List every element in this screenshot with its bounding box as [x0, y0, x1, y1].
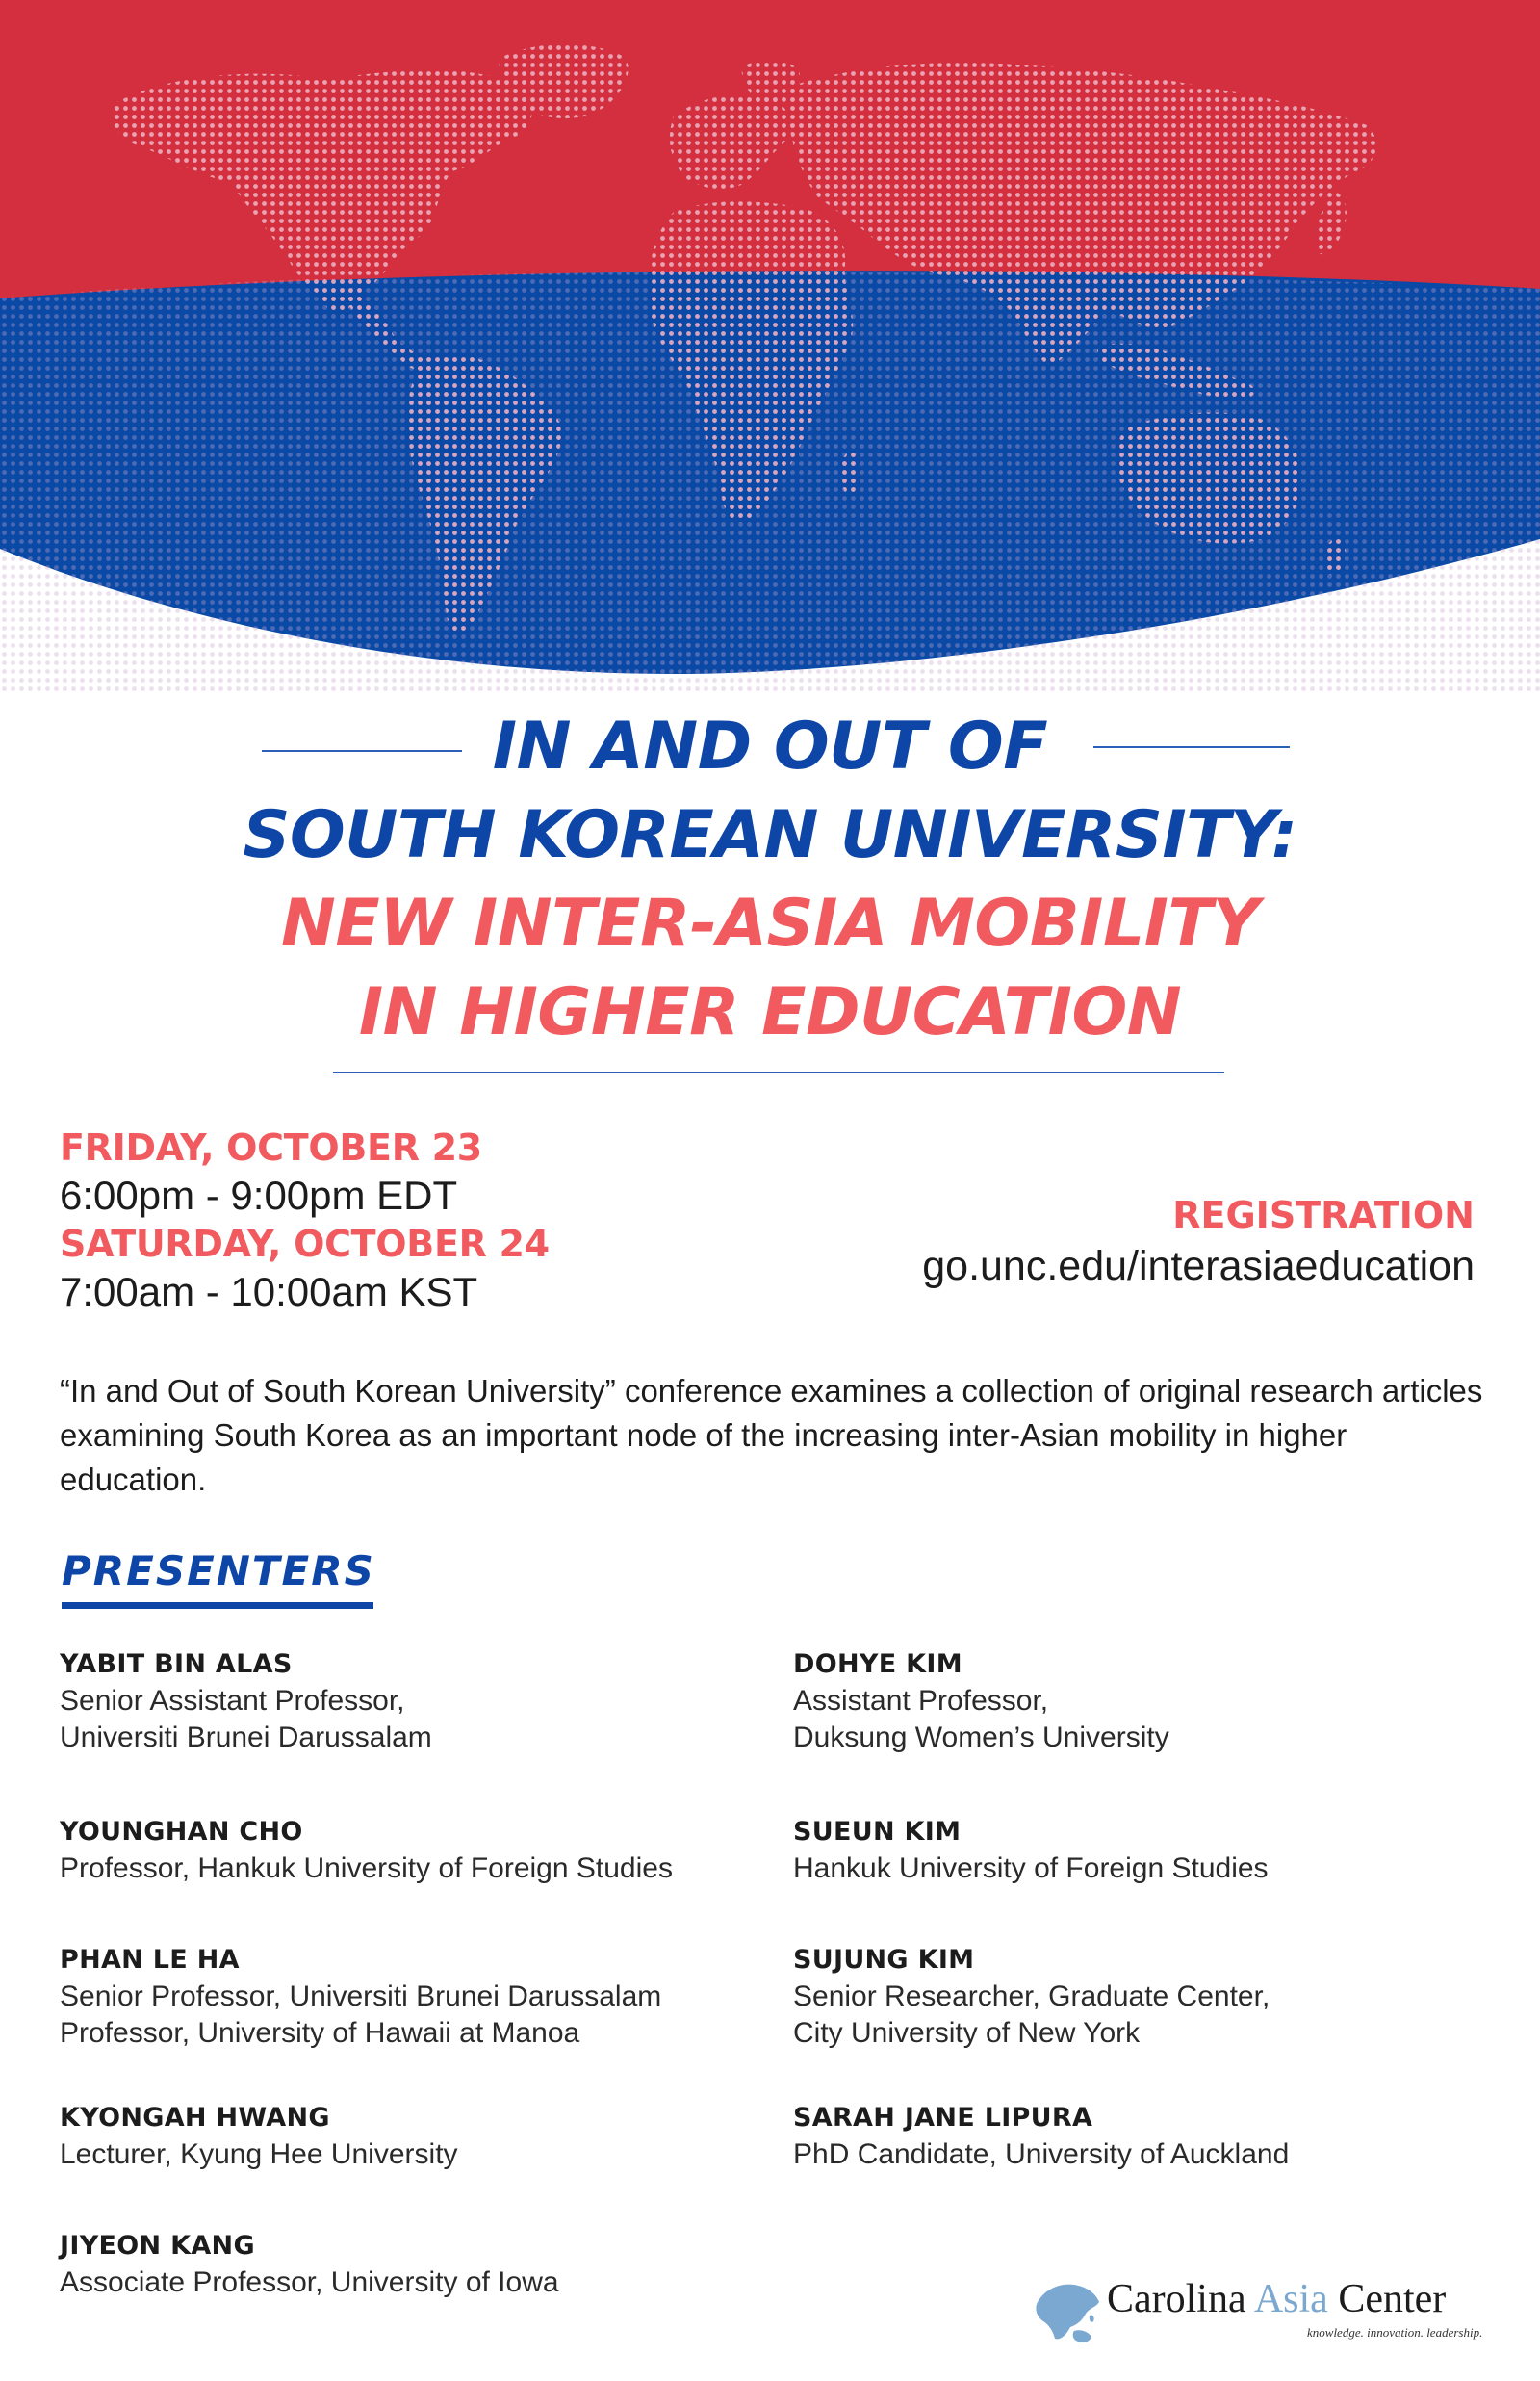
schedule-day-1: FRIDAY, OCTOBER 23	[60, 1126, 482, 1169]
presenter-affiliation: PhD Candidate, University of Auckland	[793, 2138, 1290, 2170]
event-title	[0, 703, 1540, 1057]
presenter-affiliation: Universiti Brunei Darussalam	[60, 1721, 432, 1753]
title-line-2: SOUTH KOREAN UNIVERSITY:	[243, 797, 1297, 873]
presenter-card	[793, 1942, 1270, 2052]
presenter-affiliation: Senior Assistant Professor,	[60, 1685, 405, 1717]
presenter-card	[60, 1646, 432, 1756]
presenter-name: DOHYE KIM	[793, 1649, 962, 1679]
title-line-4: IN HIGHER EDUCATION	[358, 974, 1182, 1050]
event-schedule	[60, 1125, 550, 1317]
presenters-heading: PRESENTERS	[62, 1547, 375, 1594]
registration-label: REGISTRATION	[1172, 1194, 1475, 1236]
hero-banner	[0, 0, 1540, 693]
presenter-card	[60, 1814, 673, 1887]
presenter-name: SARAH JANE LIPURA	[793, 2103, 1093, 2133]
presenter-card	[60, 1942, 661, 2052]
asia-map-icon	[1032, 2275, 1103, 2346]
presenter-name: PHAN LE HA	[60, 1945, 240, 1975]
presenter-card	[793, 1814, 1269, 1887]
presenter-name: JIYEON KANG	[60, 2231, 255, 2261]
presenter-name: YOUNGHAN CHO	[60, 1817, 303, 1847]
presenter-card	[793, 1646, 1169, 1756]
presenters-underline	[62, 1602, 373, 1609]
logo-word-center: Center	[1338, 2277, 1447, 2321]
presenter-name: SUEUN KIM	[793, 1817, 962, 1847]
schedule-day-2: SATURDAY, OCTOBER 24	[60, 1223, 550, 1265]
presenter-name: SUJUNG KIM	[793, 1945, 975, 1975]
presenter-card	[793, 2100, 1289, 2173]
logo-word-carolina: Carolina	[1107, 2277, 1246, 2321]
title-rule-left	[262, 750, 462, 752]
world-map-banner	[0, 0, 1540, 693]
presenter-affiliation: Senior Researcher, Graduate Center,	[793, 1980, 1270, 2012]
carolina-asia-center-logo	[1032, 2267, 1483, 2354]
logo-word-asia: Asia	[1253, 2277, 1328, 2321]
presenter-affiliation: Lecturer, Kyung Hee University	[60, 2138, 458, 2170]
presenter-affiliation: City University of New York	[793, 2017, 1141, 2049]
registration-block	[922, 1190, 1475, 1292]
title-rule-bottom	[333, 1072, 1224, 1073]
presenter-affiliation: Duksung Women’s University	[793, 1721, 1169, 1753]
presenter-affiliation: Assistant Professor,	[793, 1685, 1049, 1717]
schedule-time-1: 6:00pm - 9:00pm EDT	[60, 1173, 458, 1218]
presenter-card	[60, 2100, 458, 2173]
logo-tagline: knowledge. innovation. leadership.	[1307, 2325, 1483, 2340]
schedule-time-2: 7:00am - 10:00am KST	[60, 1269, 478, 1314]
presenter-name: YABIT BIN ALAS	[60, 1649, 293, 1679]
registration-link[interactable]: go.unc.edu/interasiaeducation	[922, 1243, 1475, 1289]
presenter-card	[60, 2228, 559, 2301]
presenter-affiliation: Professor, University of Hawaii at Manoa	[60, 2017, 580, 2049]
presenter-affiliation: Hankuk University of Foreign Studies	[793, 1852, 1269, 1884]
presenter-affiliation: Professor, Hankuk University of Foreign Studies	[60, 1852, 673, 1884]
title-rule-right	[1093, 746, 1290, 748]
event-description: “In and Out of South Korean University” conference examines a collection of original research articles examining South Korea as an important node of the increasing inter-Asian mobility in higher education.	[60, 1373, 1483, 1497]
title-line-3: NEW INTER-ASIA MOBILITY	[280, 886, 1260, 962]
presenter-name: KYONGAH HWANG	[60, 2103, 330, 2133]
logo-wordmark	[1107, 2275, 1446, 2323]
title-line-1: IN AND OUT OF	[492, 709, 1048, 785]
presenter-affiliation: Associate Professor, University of Iowa	[60, 2266, 559, 2298]
presenter-affiliation: Senior Professor, Universiti Brunei Darussalam	[60, 1980, 662, 2012]
